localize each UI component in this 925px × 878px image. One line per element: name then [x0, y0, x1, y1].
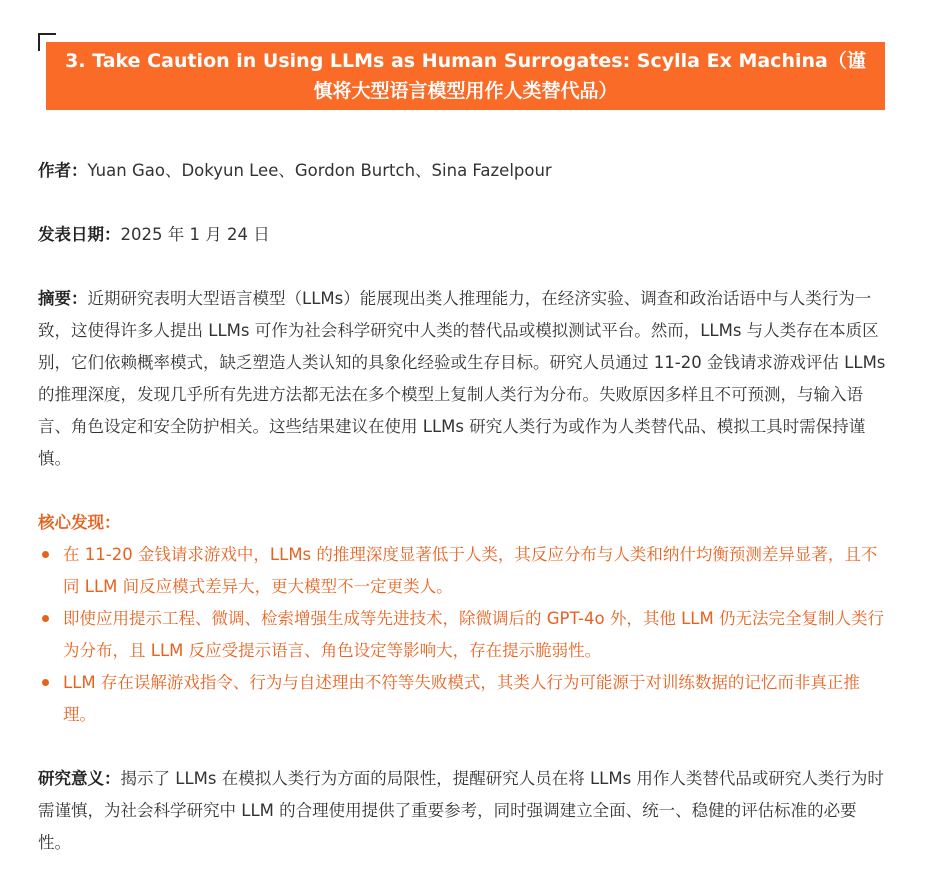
authors-value: Yuan Gao、Dokyun Lee、Gordon Burtch、Sina Fazelpour	[87, 161, 552, 180]
list-item	[38, 667, 886, 731]
key-findings-section	[38, 507, 886, 731]
finding-text: 即使应用提示工程、微调、检索增强生成等先进技术，除微调后的 GPT-4o 外，其他 LLM 仍无法完全复制人类行为分布，且 LLM 反应受提示语言、角色设定等影响大，存在提示脆弱性。	[63, 609, 884, 660]
significance-paragraph	[38, 763, 886, 859]
list-item	[38, 539, 886, 603]
significance-label: 研究意义：	[38, 769, 121, 788]
section-title-banner	[46, 42, 885, 110]
date-label: 发表日期：	[38, 225, 121, 244]
article-body	[38, 155, 886, 859]
finding-text: 在 11-20 金钱请求游戏中，LLMs 的推理深度显著低于人类，其反应分布与人类和纳什均衡预测差异显著，且不同 LLM 间反应模式差异大，更大模型不一定更类人。	[63, 545, 878, 596]
section-title: 3. Take Caution in Using LLMs as Human Surrogates: Scylla Ex Machina（谨慎将大型语言模型用作人类替代品）	[65, 50, 866, 102]
significance-value: 揭示了 LLMs 在模拟人类行为方面的局限性，提醒研究人员在将 LLMs 用作人类替代品或研究人类行为时需谨慎，为社会科学研究中 LLM 的合理使用提供了重要参考，同时强调建立全面、统一、稳健的评估标准的必要性。	[38, 769, 884, 852]
key-findings-label: 核心发现：	[38, 513, 121, 532]
authors-label: 作者：	[38, 161, 88, 180]
abstract-value: 近期研究表明大型语言模型（LLMs）能展现出类人推理能力，在经济实验、调查和政治话语中与人类行为一致，这使得许多人提出 LLMs 可作为社会科学研究中人类的替代品或模拟测试平台。然而，LLMs 与人类存在本质区别，它们依赖概率模式，缺乏塑造人类认知的具象化经验或生存目标。研究人员通过 11-20 金钱请求游戏评估 LLMs 的推理深度，发现几乎所有先进方法都无法在多个模型上复制人类行为分布。失败原因多样且不可预测，与输入语言、角色设定和安全防护相关。这些结果建议在使用 LLMs 研究人类行为或作为人类替代品、模拟工具时需保持谨慎。	[38, 289, 886, 468]
bullet-dot-icon	[42, 679, 49, 686]
key-findings-list	[38, 539, 886, 731]
date-paragraph	[38, 219, 886, 251]
authors-paragraph	[38, 155, 886, 187]
bullet-dot-icon	[42, 615, 49, 622]
finding-text: LLM 存在误解游戏指令、行为与自述理由不符等失败模式，其类人行为可能源于对训练数据的记忆而非真正推理。	[63, 673, 860, 724]
date-value: 2025 年 1 月 24 日	[120, 225, 270, 244]
list-item	[38, 603, 886, 667]
abstract-paragraph	[38, 283, 886, 475]
abstract-label: 摘要：	[38, 289, 88, 308]
bullet-dot-icon	[42, 551, 49, 558]
